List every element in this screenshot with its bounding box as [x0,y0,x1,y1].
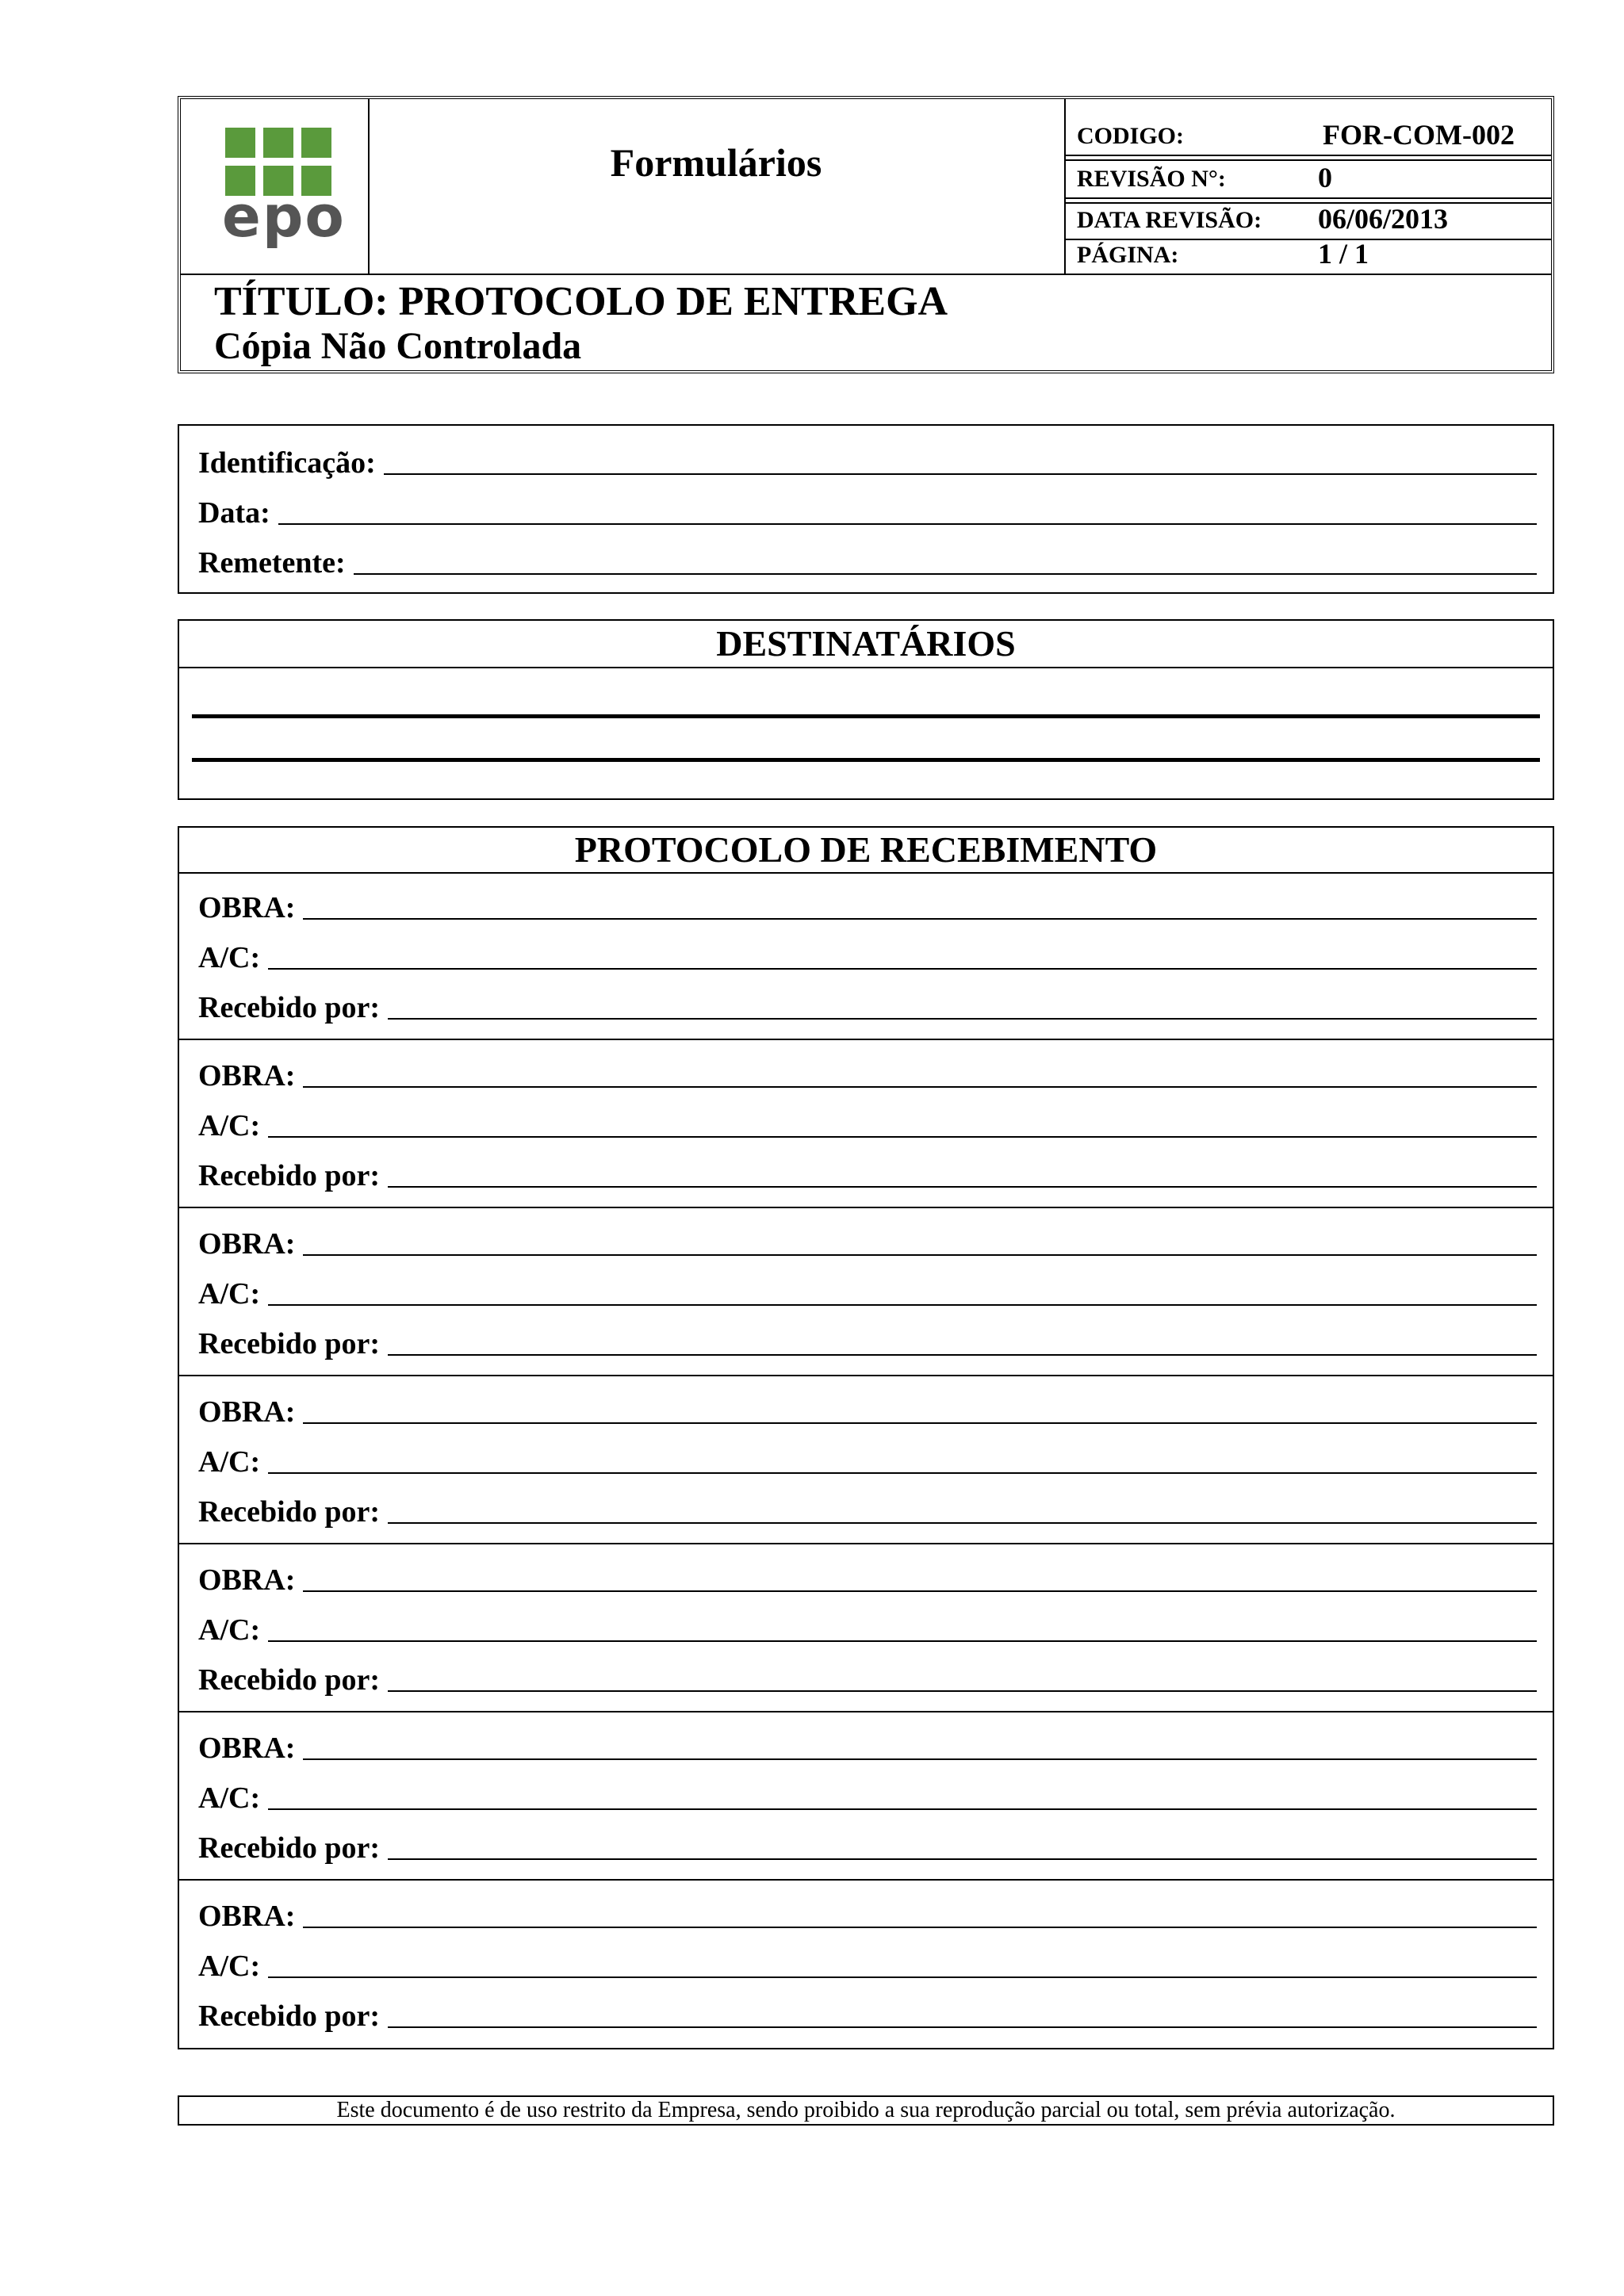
remetente-line[interactable] [354,573,1537,575]
ac-line[interactable] [268,1976,1537,1978]
ac-line[interactable] [268,1808,1537,1810]
obra-field[interactable] [198,1892,1537,1931]
obra-field[interactable] [198,1556,1537,1595]
footer-notice: Este documento é de uso restrito da Empresa, sendo proibido a sua reprodução parcial ou total, sem prévia autorização. [178,2095,1554,2126]
recebido-por-label: Recebido por: [198,1663,381,1697]
ac-label: A/C: [198,1613,261,1647]
document-subtitle: Cópia Não Controlada [214,325,582,367]
recebido-por-line[interactable] [388,1186,1537,1188]
recebido-por-field[interactable] [198,1655,1537,1695]
destinatario-line[interactable] [192,758,1540,762]
remetente-field[interactable] [198,538,1537,578]
meta-table [1064,99,1551,274]
recebido-por-label: Recebido por: [198,1999,381,2033]
ac-label: A/C: [198,1277,261,1311]
ac-line[interactable] [268,968,1537,970]
identificacao-line[interactable] [384,473,1537,475]
protocolo-entry [179,1208,1553,1376]
protocolo-entry [179,872,1553,1040]
obra-line[interactable] [303,1758,1537,1760]
recebido-por-field[interactable] [198,1992,1537,2031]
recebido-por-line[interactable] [388,2026,1537,2028]
protocolo-heading: PROTOCOLO DE RECEBIMENTO [179,828,1553,874]
protocolo-entry [179,1544,1553,1712]
meta-value: 06/06/2013 [1318,203,1449,235]
recebido-por-label: Recebido por: [198,1327,381,1360]
recebido-por-field[interactable] [198,1823,1537,1863]
document-title: TÍTULO: PROTOCOLO DE ENTREGA [214,279,948,324]
obra-label: OBRA: [198,1395,296,1429]
form-title-cell [368,99,1066,274]
ac-field[interactable] [198,1774,1537,1813]
recebido-por-label: Recebido por: [198,1831,381,1865]
document-header [178,96,1554,373]
meta-label: REVISÃO N°: [1077,166,1226,192]
protocolo-entry [179,1376,1553,1544]
recebido-por-line[interactable] [388,1690,1537,1692]
ac-label: A/C: [198,1781,261,1815]
ac-line[interactable] [268,1472,1537,1474]
ac-field[interactable] [198,1437,1537,1477]
ac-field[interactable] [198,1101,1537,1141]
ac-line[interactable] [268,1136,1537,1138]
ac-line[interactable] [268,1640,1537,1642]
meta-row-codigo [1064,99,1551,156]
obra-label: OBRA: [198,1059,296,1093]
logo-text: epo [222,183,346,250]
obra-line[interactable] [303,1422,1537,1424]
protocolo-entry [179,1712,1553,1881]
protocolo-entry [179,1040,1553,1208]
meta-row-revisao [1064,159,1551,199]
obra-line[interactable] [303,918,1537,920]
protocolo-entry [179,1881,1553,2049]
obra-field[interactable] [198,1724,1537,1763]
ac-label: A/C: [198,1109,261,1142]
logo-square-icon [225,128,255,158]
data-line[interactable] [278,523,1537,525]
data-field[interactable] [198,488,1537,528]
logo-square-icon [301,128,331,158]
ac-line[interactable] [268,1304,1537,1306]
meta-row-pagina [1064,237,1551,274]
identificacao-label: Identificação: [198,446,376,480]
form-title: Formulários [610,140,822,185]
meta-value: FOR-COM-002 [1323,119,1515,151]
ac-field[interactable] [198,933,1537,973]
obra-label: OBRA: [198,891,296,924]
recebido-por-label: Recebido por: [198,991,381,1024]
meta-value: 1 / 1 [1318,238,1369,270]
recebido-por-label: Recebido por: [198,1159,381,1192]
obra-line[interactable] [303,1590,1537,1592]
obra-label: OBRA: [198,1563,296,1597]
destinatarios-section [178,619,1554,800]
recebido-por-line[interactable] [388,1858,1537,1860]
obra-label: OBRA: [198,1900,296,1933]
ac-field[interactable] [198,1942,1537,1981]
logo-cell [181,99,370,274]
destinatario-line[interactable] [192,714,1540,718]
identification-section [178,424,1554,594]
obra-label: OBRA: [198,1732,296,1765]
obra-line[interactable] [303,1254,1537,1256]
meta-row-data-revisao [1064,202,1551,240]
data-label: Data: [198,496,270,530]
recebido-por-line[interactable] [388,1354,1537,1356]
remetente-label: Remetente: [198,546,346,580]
destinatarios-heading: DESTINATÁRIOS [179,621,1553,668]
recebido-por-line[interactable] [388,1018,1537,1020]
recebido-por-label: Recebido por: [198,1495,381,1529]
obra-field[interactable] [198,1387,1537,1427]
obra-field[interactable] [198,1051,1537,1091]
recebido-por-line[interactable] [388,1522,1537,1524]
meta-label: CODIGO: [1077,123,1184,149]
ac-label: A/C: [198,1950,261,1983]
obra-line[interactable] [303,1086,1537,1088]
ac-label: A/C: [198,1445,261,1479]
recebido-por-field[interactable] [198,1151,1537,1191]
logo-square-icon [263,128,293,158]
ac-field[interactable] [198,1269,1537,1309]
recebido-por-field[interactable] [198,983,1537,1023]
protocolo-section [178,826,1554,2049]
obra-line[interactable] [303,1927,1537,1928]
identificacao-field[interactable] [198,438,1537,478]
obra-field[interactable] [198,883,1537,923]
ac-label: A/C: [198,941,261,974]
ac-field[interactable] [198,1605,1537,1645]
recebido-por-field[interactable] [198,1319,1537,1359]
obra-label: OBRA: [198,1227,296,1261]
meta-label: DATA REVISÃO: [1077,207,1262,233]
meta-value: 0 [1318,162,1332,193]
meta-label: PÁGINA: [1077,242,1179,268]
recebido-por-field[interactable] [198,1487,1537,1527]
obra-field[interactable] [198,1219,1537,1259]
title-cell [181,274,1551,372]
